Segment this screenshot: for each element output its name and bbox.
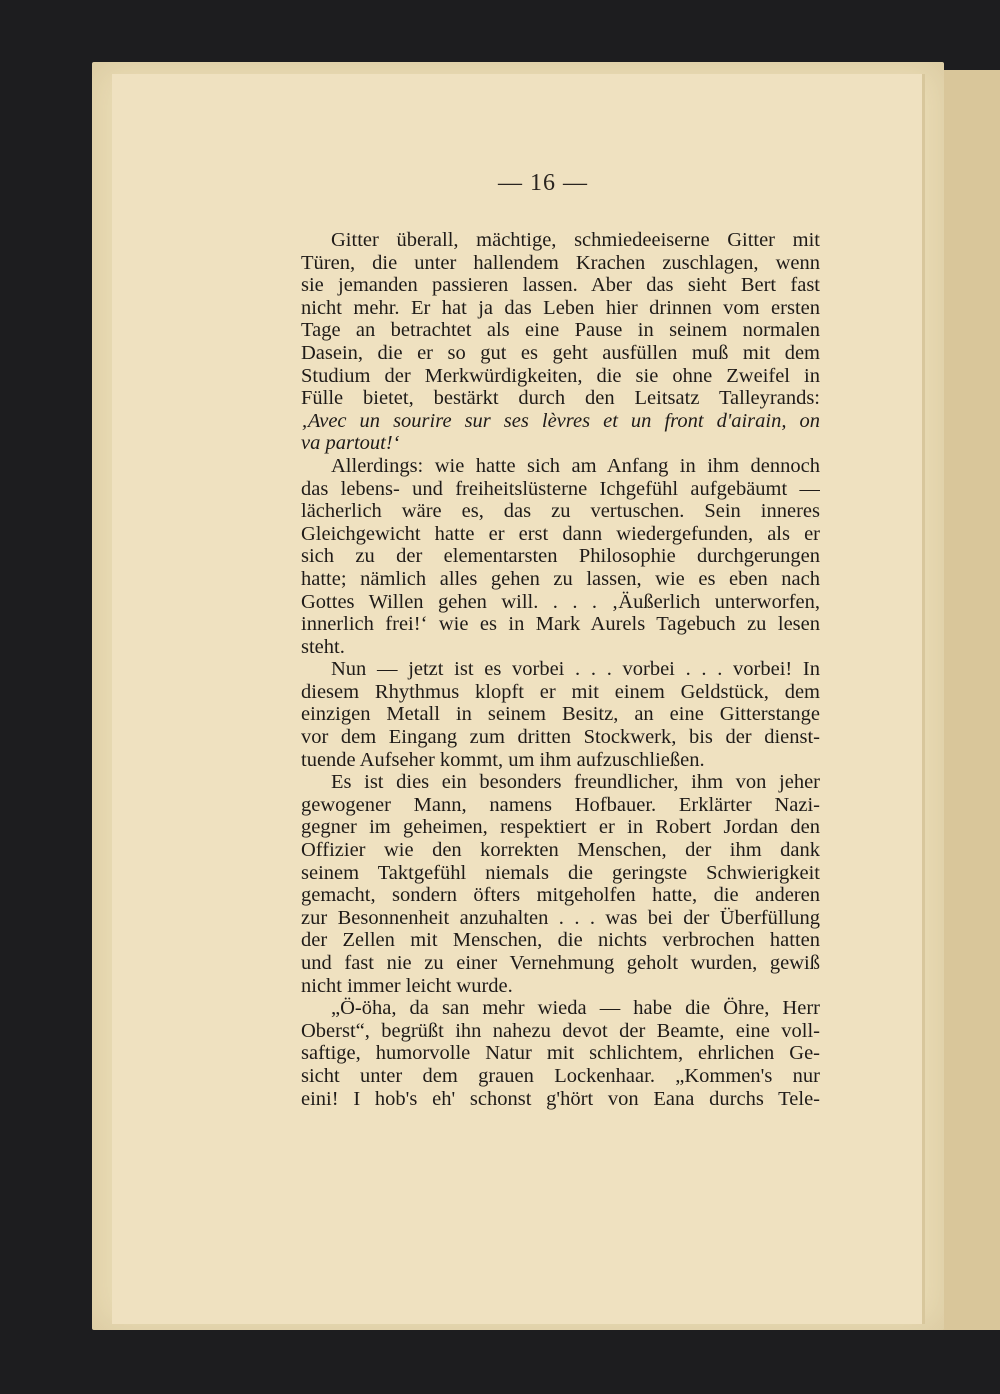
text-line: tuende Aufseher kommt, um ihm aufzuschließen.: [301, 748, 705, 771]
text-line: nicht immer leicht wurde.: [301, 974, 513, 997]
page-number: — 16 —: [498, 170, 588, 196]
text-line: diesem Rhythmus klopft er mit einem Geldstück, dem: [301, 680, 820, 703]
text-line: Nun — jetzt ist es vorbei . . . vorbei . . . vorbei! In: [331, 658, 820, 681]
text-line: sich zu der elementarsten Philosophie durchgerungen: [301, 545, 820, 568]
text-line: gewogener Mann, namens Hofbauer. Erklärter Nazi-: [301, 793, 820, 816]
text-line: Es ist dies ein besonders freundlicher, ihm von jeher: [331, 771, 820, 794]
text-line: einzigen Metall in seinem Besitz, an eine Gitterstange: [301, 703, 820, 726]
text-line: und fast nie zu einer Vernehmung geholt wurden, gewiß: [301, 952, 820, 974]
text-line: gegner im geheimen, respektiert er in Robert Jordan den: [301, 816, 820, 839]
text-line: sicht unter dem grauen Lockenhaar. „Kommen's nur: [301, 1064, 820, 1087]
text-line: va partout!‘: [301, 432, 400, 455]
text-line: vor dem Eingang zum dritten Stockwerk, bis der dienst-: [301, 726, 820, 749]
text-line: Gitter überall, mächtige, schmiedeeiserne Gitter mit: [331, 229, 820, 251]
text-line: Dasein, die er so gut es geht ausfüllen muß mit dem: [301, 341, 820, 364]
text-line: gemacht, sondern öfters mitgeholfen hatte, die anderen: [301, 884, 820, 907]
text-line: „Ö-öha, da san mehr wieda — habe die Öhre, Herr: [331, 997, 820, 1020]
text-line: Fülle bietet, bestärkt durch den Leitsatz Talleyrands:: [301, 387, 820, 410]
text-line: Gottes Willen gehen will. . . . ‚Äußerlich unterworfen,: [301, 590, 820, 613]
text-line: steht.: [301, 635, 345, 658]
text-line: zur Besonnenheit anzuhalten . . . was bei der Überfüllung: [301, 906, 820, 929]
text-line: nicht mehr. Er hat ja das Leben hier drinnen vom ersten: [301, 296, 820, 319]
text-line: der Zellen mit Menschen, die nichts verbrochen hatten: [301, 929, 820, 952]
text-line: das lebens- und freiheitslüsterne Ichgefühl aufgebäumt —: [301, 477, 820, 500]
text-line: ‚Avec un sourire sur ses lèvres et un front d'airain, on: [301, 409, 820, 432]
text-line: seinem Taktgefühl niemals die geringste Schwierigkeit: [301, 861, 820, 884]
text-line: Oberst“, begrüßt ihn nahezu devot der Beamte, eine voll-: [301, 1019, 820, 1042]
text-line: Tage an betrachtet als eine Pause in seinem normalen: [301, 319, 820, 342]
text-line: lächerlich wäre es, das zu vertuschen. Sein inneres: [301, 500, 820, 523]
text-line: sie jemanden passieren lassen. Aber das sieht Bert fast: [301, 274, 820, 297]
text-line: eini! I hob's eh' schonst g'hört von Eana durchs Tele-: [301, 1087, 820, 1110]
text-line: Türen, die unter hallendem Krachen zuschlagen, wenn: [301, 251, 820, 274]
text-line: innerlich frei!‘ wie es in Mark Aurels Tagebuch zu lesen: [301, 613, 820, 636]
text-line: Studium der Merkwürdigkeiten, die sie ohne Zweifel in: [301, 364, 820, 387]
text-line: hatte; nämlich alles gehen zu lassen, wie es eben nach: [301, 567, 820, 590]
text-line: Offizier wie den korrekten Menschen, der ihm dank: [301, 839, 820, 862]
text-line: saftige, humorvolle Natur mit schlichtem, ehrlichen Ge-: [301, 1042, 820, 1065]
text-line: Gleichgewicht hatte er erst dann wiedergefunden, als er: [301, 522, 820, 545]
body-text: [301, 229, 820, 1110]
text-line: Allerdings: wie hatte sich am Anfang in ihm dennoch: [331, 454, 820, 477]
